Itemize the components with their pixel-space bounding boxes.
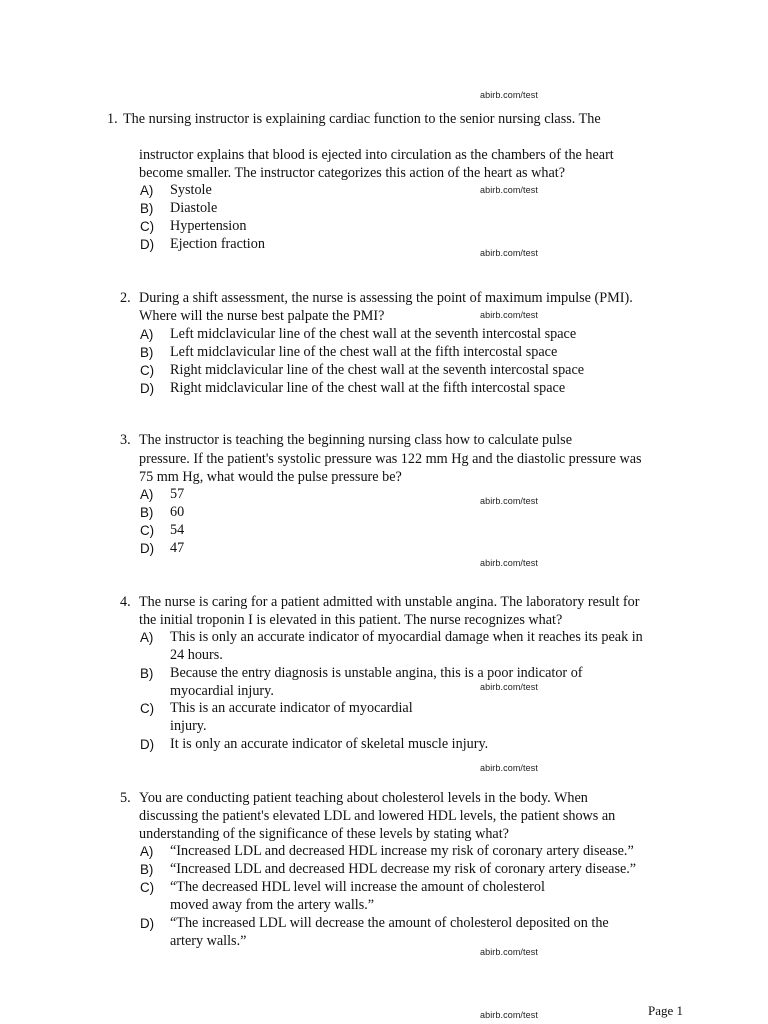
option-letter: A)	[140, 844, 154, 859]
option-text: Ejection fraction	[170, 236, 265, 252]
option-letter: D)	[140, 541, 155, 556]
question-number: 2.	[120, 290, 131, 306]
question-text: The instructor is teaching the beginning nursing class how to calculate pulse	[139, 432, 573, 448]
watermark: abirb.com/test	[480, 496, 538, 506]
question-text: instructor explains that blood is ejected into circulation as the chambers of the heart	[139, 147, 614, 163]
option-text: Diastole	[170, 200, 218, 216]
option-letter: D)	[140, 737, 155, 752]
option-letter: C)	[140, 363, 155, 378]
watermark: abirb.com/test	[480, 558, 538, 568]
option-text: myocardial injury.	[170, 683, 274, 699]
question-text: During a shift assessment, the nurse is assessing the point of maximum impulse (PMI).	[139, 290, 633, 306]
option-text: 54	[170, 522, 185, 538]
option-letter: A)	[140, 183, 154, 198]
option-letter: D)	[140, 237, 155, 252]
option-letter: A)	[140, 487, 154, 502]
option-letter: C)	[140, 880, 155, 895]
option-letter: D)	[140, 381, 155, 396]
option-text: This is an accurate indicator of myocardial	[170, 700, 413, 716]
option-text: “The increased LDL will decrease the amount of cholesterol deposited on the	[170, 915, 609, 931]
option-letter: C)	[140, 523, 155, 538]
option-text: This is only an accurate indicator of myocardial damage when it reaches its peak in	[170, 629, 643, 645]
option-text: 57	[170, 486, 185, 502]
page-number: Page 1	[648, 1003, 684, 1018]
question-number: 5.	[120, 790, 131, 806]
option-letter: C)	[140, 701, 155, 716]
question-text: the initial troponin I is elevated in this patient. The nurse recognizes what?	[139, 612, 563, 628]
question-number: 4.	[120, 594, 131, 610]
option-text: It is only an accurate indicator of skeletal muscle injury.	[170, 736, 489, 752]
watermark: abirb.com/test	[480, 763, 538, 773]
option-text: “Increased LDL and decreased HDL increase my risk of coronary artery disease.”	[170, 843, 634, 859]
option-text: Left midclavicular line of the chest wall at the fifth intercostal space	[170, 344, 558, 360]
question-text: pressure. If the patient's systolic pressure was 122 mm Hg and the diastolic pressure was	[139, 451, 642, 467]
option-text: injury.	[170, 718, 207, 734]
watermark: abirb.com/test	[480, 185, 538, 195]
question-text: understanding of the significance of these levels by stating what?	[139, 826, 509, 842]
option-text: Right midclavicular line of the chest wall at the fifth intercostal space	[170, 380, 566, 396]
question-text: become smaller. The instructor categorizes this action of the heart as what?	[139, 165, 565, 181]
question-text: discussing the patient's elevated LDL and lowered HDL levels, the patient shows an	[139, 808, 616, 824]
option-letter: B)	[140, 862, 154, 877]
option-text: “Increased LDL and decreased HDL decrease my risk of coronary artery disease.”	[170, 861, 637, 877]
option-text: 24 hours.	[170, 647, 223, 663]
option-letter: B)	[140, 345, 154, 360]
watermark: abirb.com/test	[480, 682, 538, 692]
watermark: abirb.com/test	[480, 1010, 538, 1020]
question-text: 75 mm Hg, what would the pulse pressure be?	[139, 469, 402, 485]
option-letter: A)	[140, 630, 154, 645]
question-text: You are conducting patient teaching about cholesterol levels in the body. When	[139, 790, 588, 806]
question-text: The nursing instructor is explaining cardiac function to the senior nursing class. The	[123, 111, 601, 127]
option-text: Because the entry diagnosis is unstable angina, this is a poor indicator of	[170, 665, 583, 681]
option-letter: A)	[140, 327, 154, 342]
option-letter: B)	[140, 666, 154, 681]
question-number: 1.	[107, 111, 118, 127]
question-number: 3.	[120, 432, 131, 448]
question-text: The nurse is caring for a patient admitted with unstable angina. The laboratory result for	[139, 594, 640, 610]
option-text: Right midclavicular line of the chest wall at the seventh intercostal space	[170, 362, 585, 378]
option-text: 47	[170, 540, 185, 556]
watermark: abirb.com/test	[480, 248, 538, 258]
option-text: “The decreased HDL level will increase the amount of cholesterol	[170, 879, 545, 895]
option-text: Systole	[170, 182, 212, 198]
option-letter: D)	[140, 916, 155, 931]
option-letter: C)	[140, 219, 155, 234]
watermark: abirb.com/test	[480, 947, 538, 957]
watermark: abirb.com/test	[480, 310, 538, 320]
option-text: artery walls.”	[170, 933, 247, 949]
option-text: Left midclavicular line of the chest wall at the seventh intercostal space	[170, 326, 577, 342]
option-letter: B)	[140, 505, 154, 520]
option-text: 60	[170, 504, 185, 520]
watermark: abirb.com/test	[480, 90, 538, 100]
question-text: Where will the nurse best palpate the PMI?	[139, 308, 385, 324]
option-text: Hypertension	[170, 218, 247, 234]
option-letter: B)	[140, 201, 154, 216]
option-text: moved away from the artery walls.”	[170, 897, 375, 913]
